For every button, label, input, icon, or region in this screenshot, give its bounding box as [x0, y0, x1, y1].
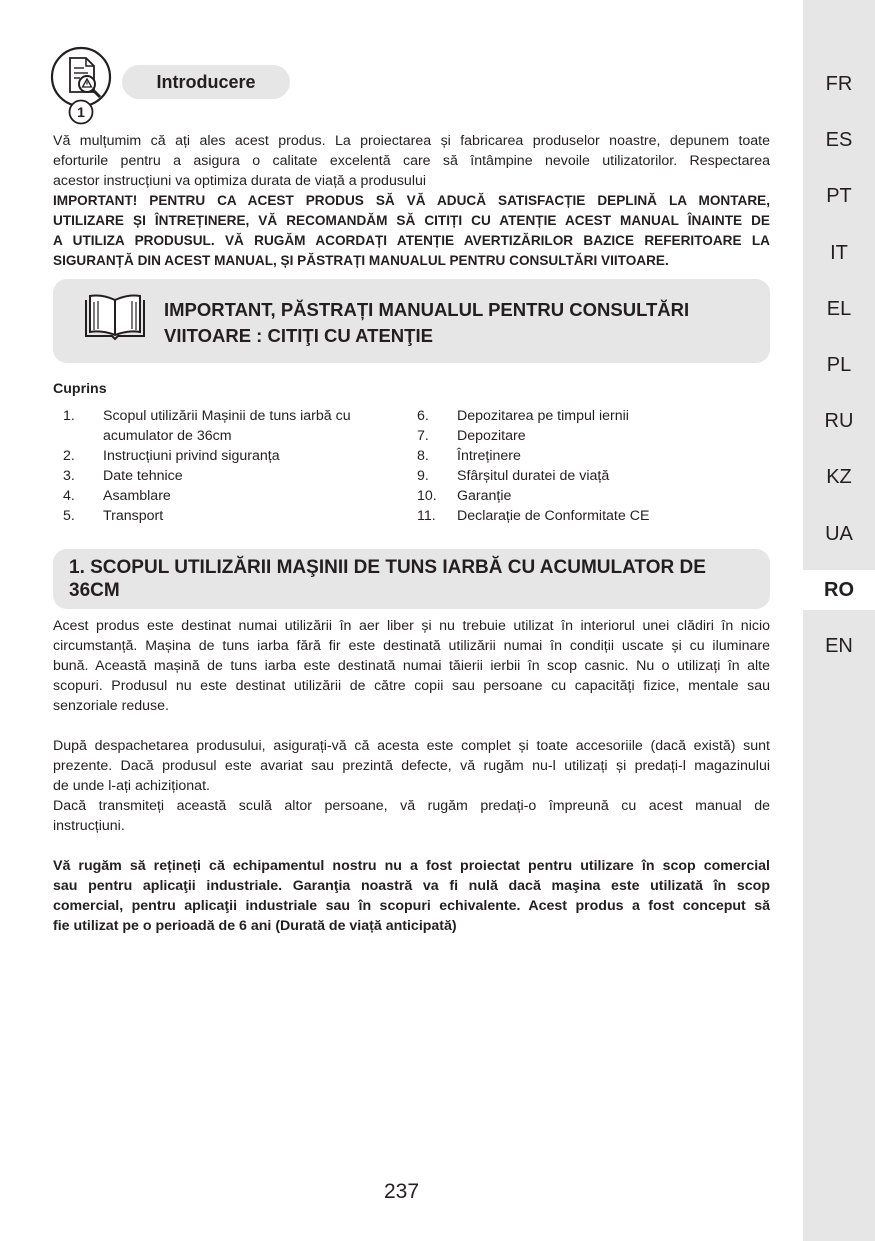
section-1-header — [53, 549, 770, 609]
text-line: senzoriale reduse. — [53, 698, 169, 714]
toc-item-label: Asamblare — [103, 488, 171, 504]
language-tab-ua[interactable]: UA — [825, 522, 853, 545]
section-1-title — [69, 556, 759, 602]
toc-item-number: 11. — [417, 508, 436, 524]
text-line: comercial, pentru aplicaţii industriale sau în scopuri echivalente. Acest produs a fost conceput să — [53, 898, 770, 914]
section-title-line: 1. SCOPUL UTILIZĂRII MAŞINII DE TUNS IARBĂ CU ACUMULATOR DE — [69, 557, 706, 578]
toc-item-label: Transport — [103, 508, 164, 524]
toc-item-label: acumulator de 36cm — [103, 428, 232, 444]
text-line: de unde l-ați achiziționat. — [53, 778, 210, 794]
toc-item-label: Depozitare — [457, 428, 526, 444]
text-line: După despachetarea produsului, asigurați-vă că acesta este complet și toate accesoriile (dacă există) sunt — [53, 738, 770, 754]
text-line: eforturile pentru a asigura o calitate excelentă care să întâmpine nevoile utilizatorilor. Respectarea — [53, 153, 770, 169]
text-line: Acest produs este destinat numai utilizării în aer liber și nu trebuie utilizat în interiorul unei clădiri în nicio — [53, 618, 770, 634]
toc-heading: Cuprins — [53, 381, 107, 397]
language-tab-fr[interactable]: FR — [825, 73, 853, 95]
toc-item-number: 6. — [417, 408, 429, 424]
toc-item-label: Instrucțiuni privind siguranța — [103, 448, 280, 464]
language-tab-pt[interactable]: PT — [826, 185, 852, 208]
badge-number: 1 — [77, 104, 85, 120]
language-tab-kz[interactable]: KZ — [826, 466, 852, 489]
section-1-paragraph-2 — [53, 736, 770, 836]
text-line: SIGURANȚĂ DIN ACEST MANUAL, ȘI PĂSTRAȚI MANUALUL PENTRU CONSULTĂRI VIITOARE. — [53, 253, 669, 268]
text-line: UTILIZARE ȘI ÎNTREȚINERE, VĂ RECOMANDĂM SĂ CITIȚI CU ATENȚIE ACEST MANUAL ÎNAINTE DE — [53, 213, 770, 228]
toc-item-number: 5. — [63, 508, 75, 524]
language-tab-el[interactable]: EL — [826, 297, 852, 320]
text-line: sau pentru aplicaţii industriale. Garanţia noastră va fi nulă dacă maşina este utilizată în scop — [53, 878, 770, 894]
section-1-paragraph-3 — [53, 856, 770, 936]
text-line: fie utilizat pe o perioadă de 6 ani (Durată de viață anticipată) — [53, 918, 457, 934]
text-line: IMPORTANT! PENTRU CA ACEST PRODUS SĂ VĂ ADUCĂ SATISFACȚIE DEPLINĂ LA MONTARE, — [53, 193, 770, 208]
language-tab-es[interactable]: ES — [825, 129, 853, 152]
toc-item-number: 2. — [63, 448, 75, 464]
intro-title: Introducere — [122, 65, 290, 99]
important-notice — [53, 191, 770, 271]
text-line: acestor instrucțiuni va optimiza durata de viață a produsului — [53, 173, 427, 189]
toc-item-number: 10. — [417, 488, 437, 504]
toc-item-number: 8. — [417, 448, 429, 464]
toc-item-number: 3. — [63, 468, 75, 484]
page-number: 237 — [383, 1180, 420, 1203]
toc-item-label: Declarație de Conformitate CE — [457, 508, 650, 524]
open-book-icon — [80, 292, 150, 346]
text-line: bună. Această mașină de tuns iarba este destinată numai tăierii ierbii în scop casnic. Nu o utilizați în alte — [53, 658, 770, 674]
text-line: scopuri. Produsul nu este destinat utilizării de către copii sau persoane cu capacități fizice, mentale sau — [53, 678, 770, 694]
toc-item-number: 1. — [63, 408, 75, 424]
language-tab-it[interactable]: IT — [830, 241, 848, 264]
important-keep-manual-box — [53, 279, 770, 363]
text-line: prezente. Dacă produsul este avariat sau prezintă defecte, vă rugăm nu-l utilizați și predați-l magazinului — [53, 758, 770, 774]
text-line: Vă mulțumim că ați ales acest produs. La proiectarea și fabricarea produselor noastre, depunem toate — [53, 133, 770, 149]
toc-item-label: Întreținere — [457, 448, 521, 464]
text-line: circumstanță. Mașina de tuns iarba fără fir este destinată utilizării numai în condiții uscate și cu iluminare — [53, 638, 770, 654]
toc-item-label: Date tehnice — [103, 468, 183, 484]
toc-item-number: 7. — [417, 428, 429, 444]
text-line: Vă rugăm să rețineți că echipamentul nostru nu a fost proiectat pentru utilizare în scop comercial — [53, 858, 770, 874]
text-line: A UTILIZA PRODUSUL. VĂ RUGĂM ACORDAȚI ATENȚIE AVERTIZĂRILOR BAZICE REFERITOARE LA — [53, 233, 770, 248]
toc-item-label: Scopul utilizării Mașinii de tuns iarbă cu — [103, 408, 351, 424]
important-box-line: VIITOARE : CITIŢI CU ATENŢIE — [164, 325, 433, 346]
text-line: Dacă transmiteți această sculă altor persoane, vă rugăm predați-o împreună cu acest manual de — [53, 798, 770, 814]
section-title-line: 36CM — [69, 580, 120, 601]
language-tab-ru[interactable]: RU — [824, 410, 854, 433]
toc-item-label: Garanție — [457, 488, 512, 504]
important-box-line: IMPORTANT, PĂSTRAȚI MANUALUL PENTRU CONSULTĂRI — [164, 299, 690, 320]
toc-item-number: 9. — [417, 468, 429, 484]
intro-paragraph — [53, 131, 770, 191]
text-line: instrucțiuni. — [53, 818, 125, 834]
language-tab-ro[interactable]: RO — [803, 570, 875, 610]
language-tab-en[interactable]: EN — [825, 635, 853, 657]
toc-item-label: Sfârșitul duratei de viață — [457, 468, 610, 484]
section-number-badge — [68, 99, 94, 125]
language-tab-pl[interactable]: PL — [826, 354, 852, 376]
important-box-title — [164, 297, 689, 349]
section-1-paragraph-1 — [53, 616, 770, 716]
toc-item-number: 4. — [63, 488, 75, 504]
toc-item-label: Depozitarea pe timpul iernii — [457, 408, 629, 424]
